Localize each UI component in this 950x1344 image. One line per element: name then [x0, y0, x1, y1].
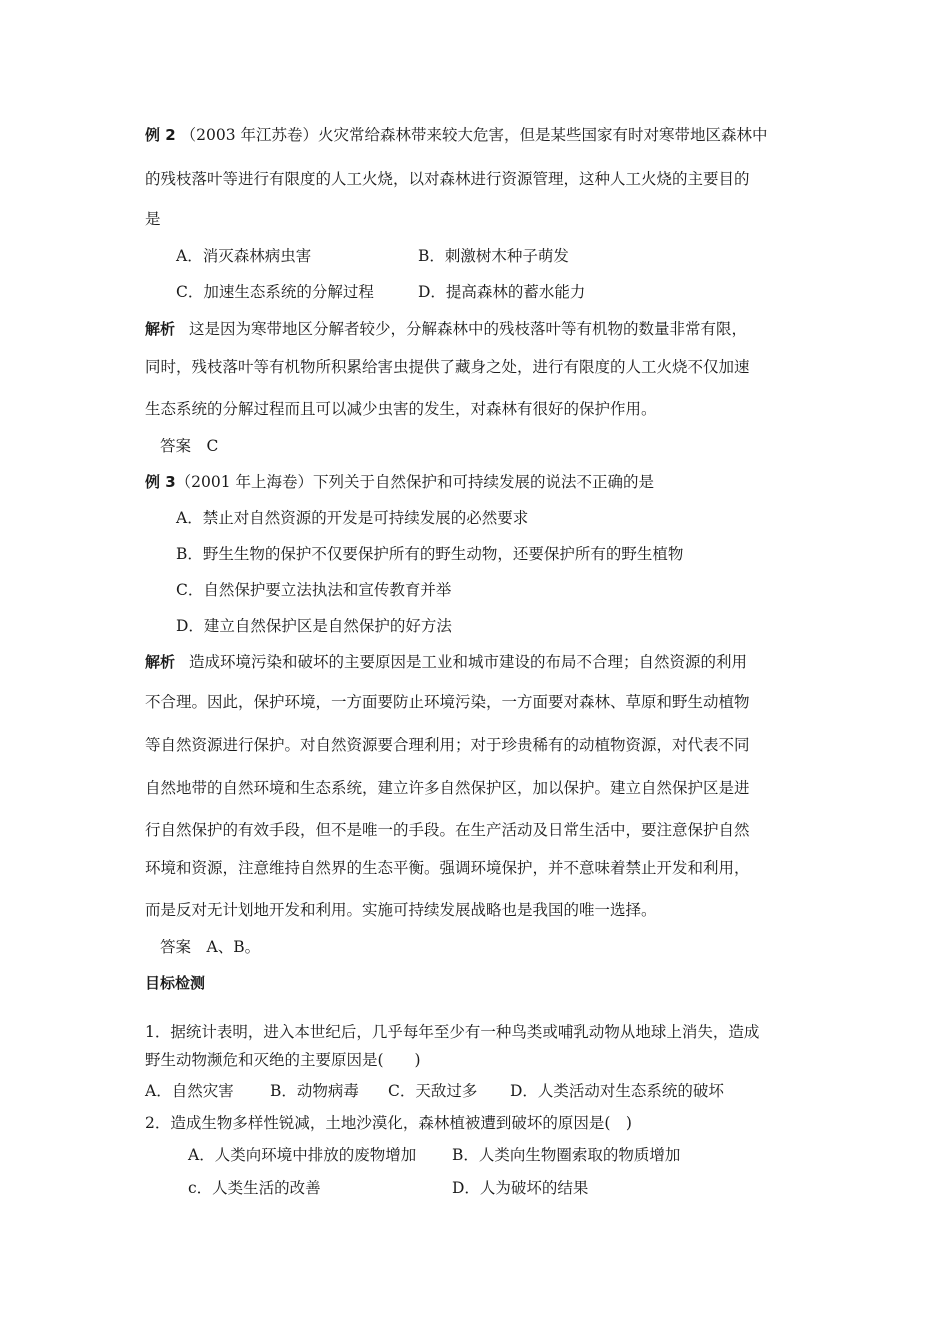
example3-answer: 答案 A、B。	[160, 938, 261, 956]
example2-line-3: 是	[145, 210, 161, 228]
example3-analysis-line-2: 不合理。因此，保护环境，一方面要防止环境污染，一方面要对森林、草原和野生动植物	[145, 693, 750, 711]
example3-analysis-line-6: 环境和资源，注意维持自然界的生态平衡。强调环境保护，并不意味着禁止开发和利用，	[145, 859, 750, 877]
example2-stem-1: （2003 年江苏卷）火灾常给森林带来较大危害，但是某些国家有时对寒带地区森林中	[180, 126, 768, 144]
q1-option-a: A．自然灾害	[145, 1082, 234, 1100]
example2-analysis-line-1	[145, 319, 747, 339]
q1-option-d: D．人类活动对生态系统的破坏	[510, 1082, 724, 1100]
example2-line-2: 的残枝落叶等进行有限度的人工火烧，以对森林进行资源管理，这种人工火烧的主要目的	[145, 170, 750, 188]
q2-option-d: D．人为破坏的结果	[452, 1179, 589, 1197]
example3-option-d: D．建立自然保护区是自然保护的好方法	[176, 617, 452, 635]
example2-analysis-text-1: 这是因为寒带地区分解者较少，分解森林中的残枝落叶等有机物的数量非常有限，	[189, 320, 748, 338]
example3-stem: （2001 年上海卷）下列关于自然保护和可持续发展的说法不正确的是	[175, 473, 655, 491]
q2-option-c: c．人类生活的改善	[188, 1179, 321, 1197]
q2-stem: 2．造成生物多样性锐减，土地沙漠化，森林植被遭到破坏的原因是( )	[145, 1114, 632, 1132]
example3-analysis-line-7: 而是反对无计划地开发和利用。实施可持续发展战略也是我国的唯一选择。	[145, 901, 657, 919]
example3-analysis-line-3: 等自然资源进行保护。对自然资源要合理利用；对于珍贵稀有的动植物资源，对代表不同	[145, 736, 750, 754]
q1-line-1: 1．据统计表明，进入本世纪后，几乎每年至少有一种鸟类或哺乳动物从地球上消失，造成	[145, 1023, 760, 1041]
q2-option-b: B．人类向生物圈索取的物质增加	[452, 1146, 681, 1164]
example2-analysis-line-3: 生态系统的分解过程而且可以减少虫害的发生，对森林有很好的保护作用。	[145, 400, 657, 418]
q2-option-a: A．人类向环境中排放的废物增加	[188, 1146, 417, 1164]
example2-line-1	[145, 125, 768, 145]
example3-analysis-line-5: 行自然保护的有效手段，但不是唯一的手段。在生产活动及日常生活中，要注意保护自然	[145, 821, 750, 839]
example2-answer: 答案 C	[160, 437, 219, 455]
q1-line-2: 野生动物濒危和灭绝的主要原因是( )	[145, 1051, 421, 1069]
example3-analysis-line-4: 自然地带的自然环境和生态系统，建立许多自然保护区，加以保护。建立自然保护区是进	[145, 779, 750, 797]
example3-line-1	[145, 472, 654, 492]
example3-analysis-line-1	[145, 652, 747, 672]
example2-label: 例 2	[145, 126, 176, 144]
q1-option-c: C．天敌过多	[388, 1082, 478, 1100]
example3-option-c: C．自然保护要立法执法和宣传教育并举	[176, 581, 452, 599]
example3-analysis-label: 解析	[145, 653, 176, 671]
example2-option-d: D．提高森林的蓄水能力	[418, 283, 586, 301]
q1-option-b: B．动物病毒	[270, 1082, 359, 1100]
example3-analysis-text-1: 造成环境污染和破坏的主要原因是工业和城市建设的布局不合理；自然资源的利用	[189, 653, 748, 671]
example2-option-a: A．消灭森林病虫害	[176, 247, 312, 265]
example3-label: 例 3	[145, 473, 176, 491]
example3-option-a: A．禁止对自然资源的开发是可持续发展的必然要求	[176, 509, 529, 527]
section-heading-target-test: 目标检测	[145, 974, 206, 992]
example2-analysis-label: 解析	[145, 320, 176, 338]
example2-analysis-line-2: 同时，残枝落叶等有机物所积累给害虫提供了藏身之处，进行有限度的人工火烧不仅加速	[145, 358, 750, 376]
example3-option-b: B．野生生物的保护不仅要保护所有的野生动物，还要保护所有的野生植物	[176, 545, 684, 563]
example2-option-c: C．加速生态系统的分解过程	[176, 283, 374, 301]
example2-option-b: B．刺激树木种子萌发	[418, 247, 569, 265]
